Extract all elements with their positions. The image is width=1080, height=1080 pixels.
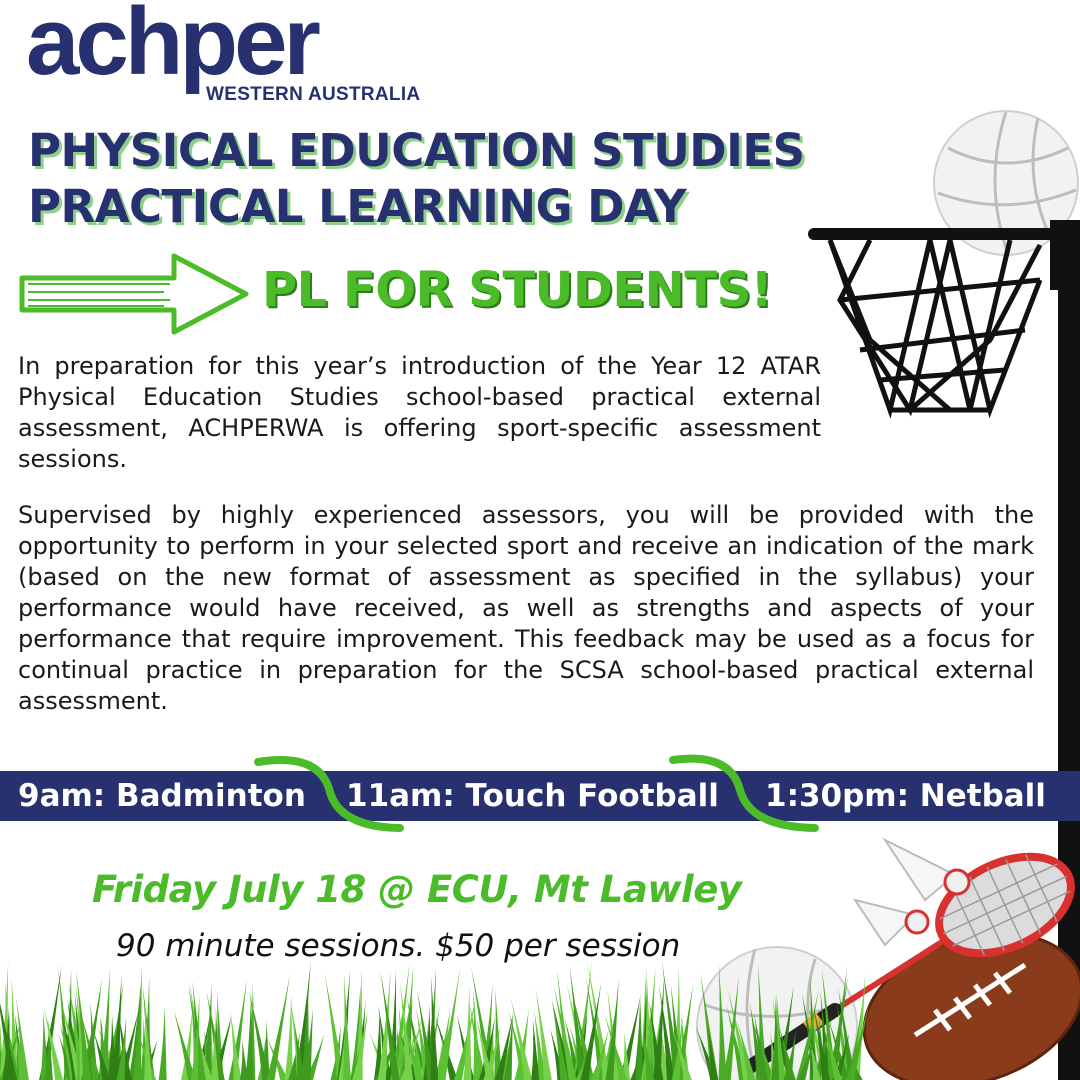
title-line-1: PHYSICAL EDUCATION STUDIES: [28, 124, 805, 177]
grass-icon: [0, 960, 1080, 1080]
schedule-netball: 1:30pm: Netball: [765, 778, 1046, 814]
session-info: 90 minute sessions. $50 per session: [116, 928, 681, 964]
title-line-2: PRACTICAL LEARNING DAY: [28, 180, 687, 233]
logo-wordmark: achper: [26, 0, 317, 95]
shuttlecock-icon: [845, 830, 985, 960]
pl-heading: PL FOR STUDENTS!: [262, 262, 773, 318]
description-paragraph: Supervised by highly experienced assessors, you will be provided with the opportunity to perform in your selected sport and receive an indication of the mark (based on the new format of assessment as specified in the syllabus) your performance would have received, as well as strengths and aspects of your performance that require improvement. This feedback may be used as a focus for continual practice in preparation for the SCSA school-based practical external assessment.: [18, 501, 1034, 715]
event-date: Friday July 18 @ ECU, Mt Lawley: [92, 868, 742, 911]
intro-paragraph: In preparation for this year’s introduction of the Year 12 ATAR Physical Education Studies school-based practical external assessment, ACHPERWA is offering sport-specific assessment sessions.: [18, 352, 821, 473]
arrow-icon: [14, 248, 254, 338]
schedule-touch-football: 11am: Touch Football: [346, 778, 719, 814]
logo-subtitle: WESTERN AUSTRALIA: [206, 84, 421, 105]
schedule-badminton: 9am: Badminton: [18, 778, 306, 814]
